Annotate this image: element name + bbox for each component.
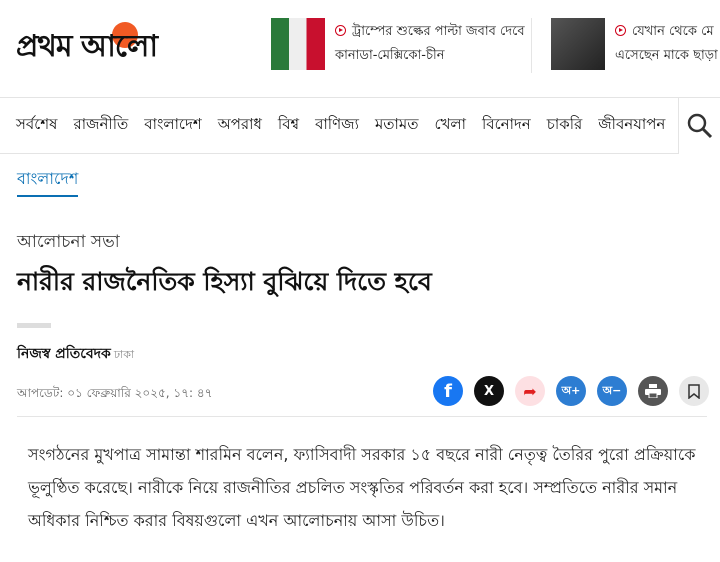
print-icon[interactable]: [638, 376, 668, 406]
nav-item[interactable]: জীবনযাপন: [598, 115, 666, 133]
x-share-button[interactable]: X: [474, 376, 504, 406]
nav-item[interactable]: রাজনীতি: [73, 115, 129, 133]
divider: [17, 416, 707, 417]
font-decrease-button[interactable]: অ−: [597, 376, 627, 406]
nav-item[interactable]: সর্বশেষ: [16, 115, 58, 133]
headline-news-item[interactable]: ট্রাম্পের শুল্কের পাল্টা জবাব দেবে কানাডা-মেক্সিকো-চীন: [271, 18, 525, 70]
nav-item[interactable]: বাংলাদেশ: [144, 115, 202, 133]
news-thumbnail: [551, 18, 605, 70]
news-thumbnail: [271, 18, 325, 70]
nav-item[interactable]: চাকরি: [546, 115, 583, 133]
updated-timestamp: আপডেট: ০১ ফেব্রুয়ারি ২০২৫, ১৭: ৪৭: [17, 386, 213, 400]
main-nav: [0, 98, 720, 154]
site-header: [0, 0, 720, 98]
nav-item[interactable]: বাণিজ্য: [315, 115, 359, 133]
page-title: নারীর রাজনৈতিক হিস্যা বুঝিয়ে দিতে হবে: [17, 267, 432, 296]
headline-news-item[interactable]: যেখান থেকে মে এসেছেন মাকে ছাড়া: [551, 18, 720, 70]
author-byline: নিজস্ব প্রতিবেদক ঢাকা: [17, 346, 135, 362]
nav-item[interactable]: বিশ্ব: [277, 115, 300, 133]
search-button[interactable]: [678, 98, 720, 154]
article-kicker: আলোচনা সভা: [17, 232, 120, 252]
site-logo[interactable]: প্রথম আলো: [16, 29, 158, 64]
bookmark-icon[interactable]: [679, 376, 709, 406]
section-link[interactable]: বাংলাদেশ: [17, 166, 78, 197]
search-icon: [687, 113, 713, 139]
divider: [17, 323, 51, 328]
article-body: সংগঠনের মুখপাত্র সামান্তা শারমিন বলেন, ফ্যাসিবাদী সরকার ১৫ বছরে নারী নেতৃত্ব তৈরির পুরো প্রক্রিয়াকে ভূলুণ্ঠিত করেছে। নারীকে নিয়ে রাজনীতির প্রচলিত সংস্কৃতির পরিবর্তন করা হবে। সম্প্রতিতে নারীর সমান অধিকার নিশ্চিত করার বিষয়গুলো এখন আলোচনায় আসা উচিত।: [28, 445, 696, 530]
nav-item[interactable]: অপরাধ: [217, 115, 262, 133]
facebook-share-button[interactable]: f: [433, 376, 463, 406]
play-icon: [335, 25, 346, 36]
divider: [531, 18, 532, 73]
nav-item[interactable]: খেলা: [434, 115, 466, 133]
play-icon: [615, 25, 626, 36]
nav-item[interactable]: মতামত: [374, 115, 419, 133]
nav-item[interactable]: বিনোদন: [481, 115, 531, 133]
font-increase-button[interactable]: অ+: [556, 376, 586, 406]
share-bar: [433, 376, 709, 406]
share-icon[interactable]: ➦: [515, 376, 545, 406]
